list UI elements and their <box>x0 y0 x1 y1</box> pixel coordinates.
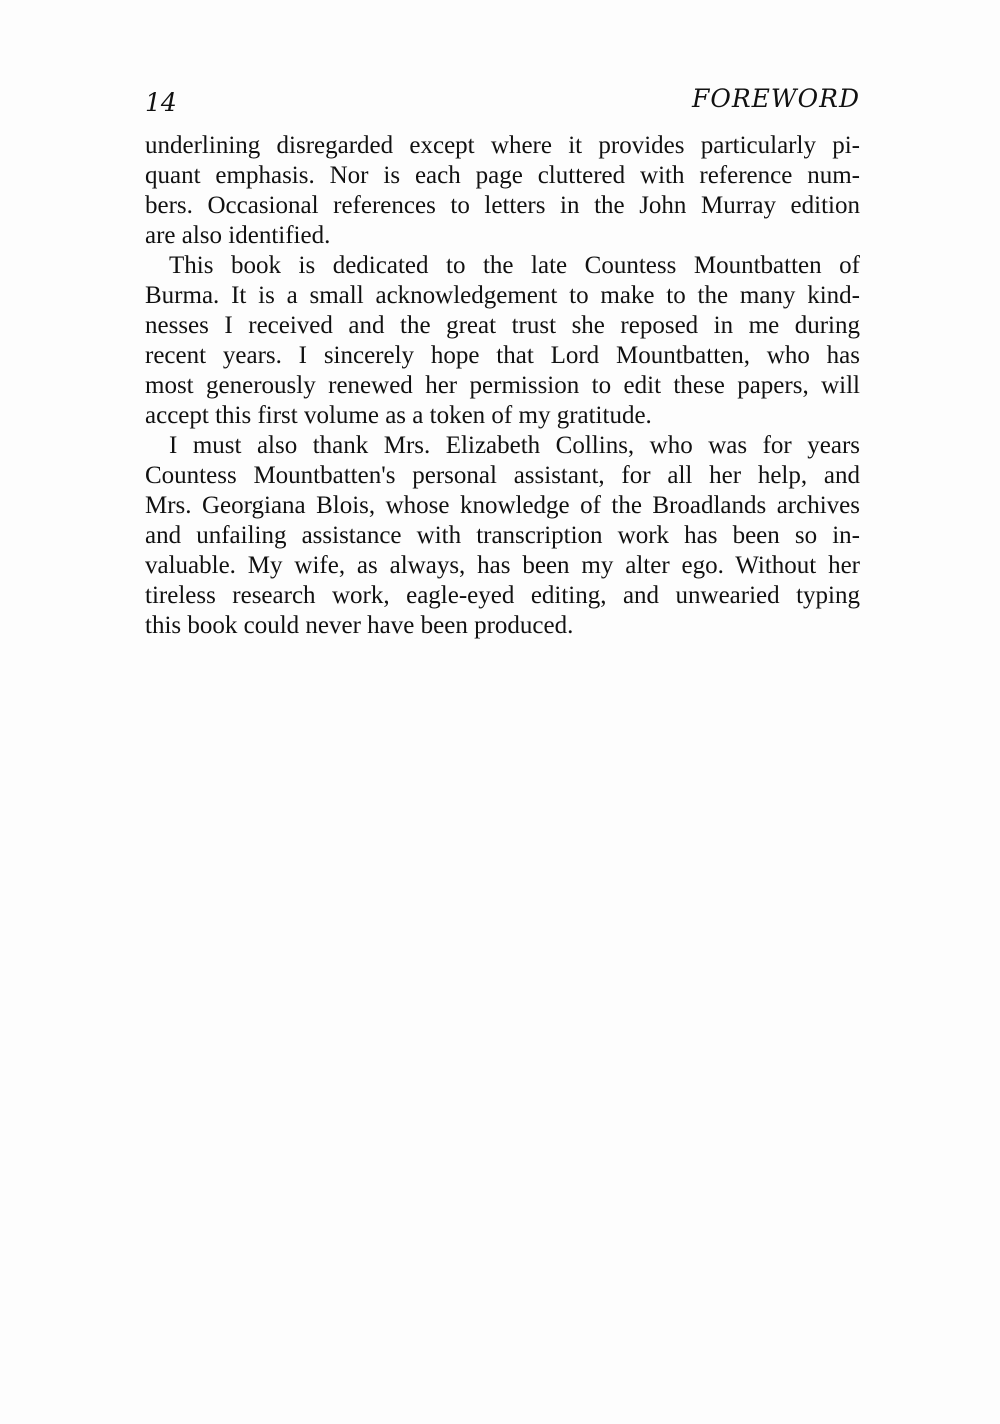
text-line: most generously renewed her permission to edit these papers, will <box>145 372 860 399</box>
text-line: This book is dedicated to the late Countess Mountbatten of <box>169 252 860 279</box>
text-line: I must also thank Mrs. Elizabeth Collins, who was for years <box>169 432 860 459</box>
text-line: are also identified. <box>145 222 331 249</box>
running-head <box>145 84 860 120</box>
body-text <box>145 131 860 641</box>
paragraph-1 <box>145 131 860 251</box>
paragraph-2 <box>145 251 860 431</box>
text-line: bers. Occasional references to letters in the John Murray edition <box>145 192 860 219</box>
text-line: quant emphasis. Nor is each page cluttered with reference num- <box>145 162 860 189</box>
text-line: this book could never have been produced. <box>145 612 574 639</box>
page-number: 14 <box>145 88 177 117</box>
text-line: and unfailing assistance with transcription work has been so in- <box>145 522 860 549</box>
text-line: Mrs. Georgiana Blois, whose knowledge of the Broadlands archives <box>145 492 860 519</box>
text-line: nesses I received and the great trust she reposed in me during <box>145 312 860 339</box>
text-line: Countess Mountbatten's personal assistant, for all her help, and <box>145 462 860 489</box>
text-line: recent years. I sincerely hope that Lord Mountbatten, who has <box>145 342 860 369</box>
text-line: valuable. My wife, as always, has been my alter ego. Without her <box>145 552 860 579</box>
paragraph-3 <box>145 431 860 641</box>
section-title: FOREWORD <box>692 84 860 113</box>
text-line: tireless research work, eagle-eyed editing, and unwearied typing <box>145 582 860 609</box>
text-line: accept this first volume as a token of my gratitude. <box>145 402 652 429</box>
text-line: underlining disregarded except where it provides particularly pi- <box>145 132 860 159</box>
text-line: Burma. It is a small acknowledgement to make to the many kind- <box>145 282 860 309</box>
